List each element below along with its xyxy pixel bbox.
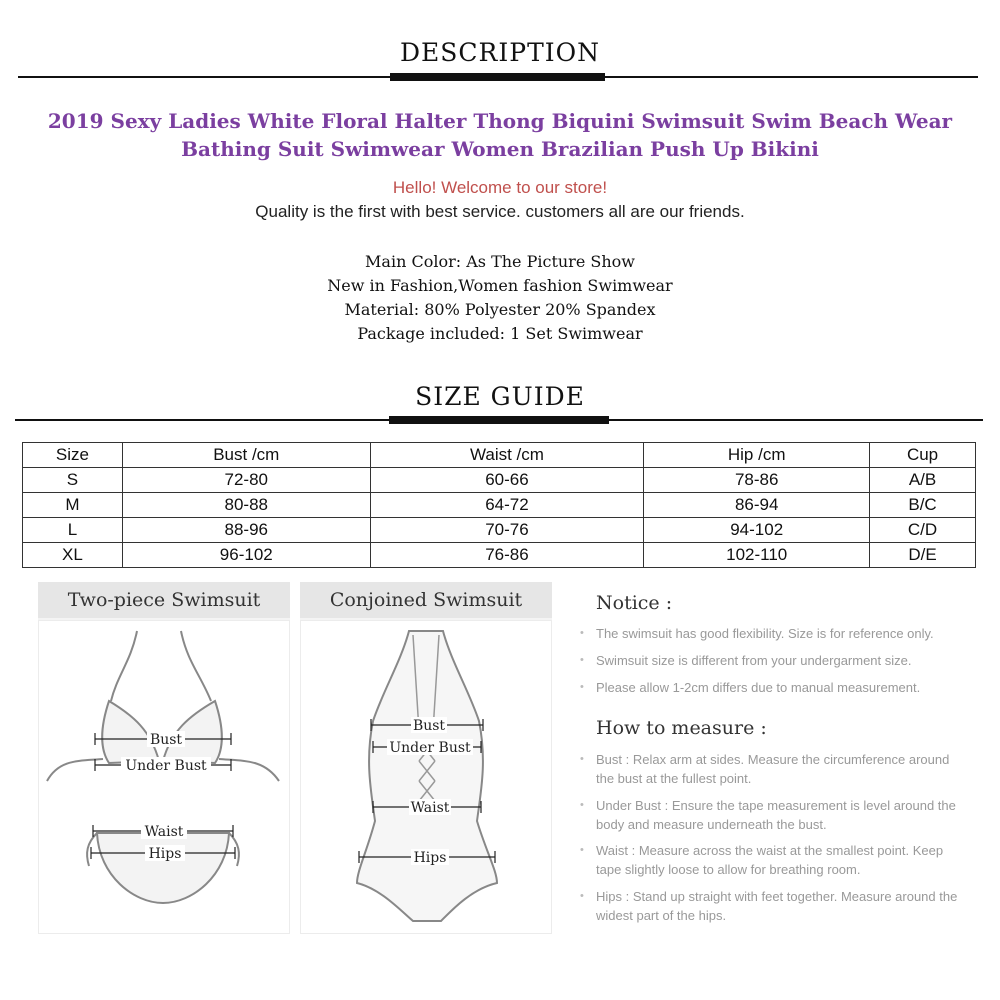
measure-item: • Under Bust : Ensure the tape measurement is level around the body and measure underneath the bust. (580, 798, 956, 832)
table-cell: B/C (870, 493, 976, 518)
two-piece-bust-label: Bust (149, 732, 183, 748)
column-header-cup: Cup (870, 443, 976, 468)
bullet-icon: • (580, 890, 584, 902)
spec-package: Package included: 1 Set Swimwear (357, 324, 643, 343)
measure-item: • Bust : Relax arm at sides. Measure the circumference around the bust at the fullest point. (580, 752, 950, 786)
table-cell: A/B (870, 468, 976, 493)
table-cell: 72-80 (122, 468, 370, 493)
table-cell: C/D (870, 518, 976, 543)
conjoined-bust-label: Bust (412, 718, 446, 734)
spec-material: Material: 80% Polyester 20% Spandex (344, 300, 656, 319)
table-cell: 102-110 (644, 543, 870, 568)
table-cell: 64-72 (370, 493, 644, 518)
two-piece-under-bust-label: Under Bust (125, 758, 207, 774)
two-piece-waist-label: Waist (144, 824, 184, 840)
bullet-icon: • (580, 844, 584, 856)
size-table-header-row (23, 443, 976, 468)
bullet-icon: • (580, 627, 584, 639)
table-row (23, 518, 976, 543)
bullet-icon: • (580, 753, 584, 765)
table-cell: 60-66 (370, 468, 644, 493)
bullet-icon: • (580, 654, 584, 666)
bullet-icon: • (580, 681, 584, 693)
table-cell: D/E (870, 543, 976, 568)
measure-item: • Waist : Measure across the waist at the smallest point. Keep tape slightly loose to allow for breathing room. (580, 843, 944, 877)
size-table (22, 442, 976, 568)
table-cell: 80-88 (122, 493, 370, 518)
table-cell: 88-96 (122, 518, 370, 543)
conjoined-title: Conjoined Swimsuit (300, 582, 552, 618)
spec-main-color: Main Color: As The Picture Show (365, 252, 635, 271)
table-cell: 76-86 (370, 543, 644, 568)
spec-fashion: New in Fashion,Women fashion Swimwear (327, 276, 673, 295)
notice-item: • Please allow 1-2cm differs due to manual measurement. (580, 680, 921, 695)
notice-item: • The swimsuit has good flexibility. Size is for reference only. (580, 626, 934, 641)
table-cell: 78-86 (644, 468, 870, 493)
column-header-size: Size (23, 443, 123, 468)
bullet-icon: • (580, 799, 584, 811)
notice-heading: Notice : (596, 592, 673, 614)
column-header-bust: Bust /cm (122, 443, 370, 468)
table-cell: S (23, 468, 123, 493)
description-divider-accent (390, 73, 605, 81)
two-piece-bikini-illustration (39, 621, 289, 933)
two-piece-title: Two-piece Swimsuit (38, 582, 290, 618)
two-piece-hips-label: Hips (148, 846, 182, 862)
table-cell: M (23, 493, 123, 518)
notice-item: • Swimsuit size is different from your undergarment size. (580, 653, 912, 668)
table-cell: 94-102 (644, 518, 870, 543)
table-cell: 70-76 (370, 518, 644, 543)
description-heading: DESCRIPTION (400, 38, 600, 67)
conjoined-under-bust-label: Under Bust (389, 740, 471, 756)
size-guide-divider-accent (389, 416, 609, 424)
column-header-waist: Waist /cm (370, 443, 644, 468)
column-header-hip: Hip /cm (644, 443, 870, 468)
table-row (23, 543, 976, 568)
table-cell: XL (23, 543, 123, 568)
conjoined-hips-label: Hips (413, 850, 447, 866)
measure-item: • Hips : Stand up straight with feet together. Measure around the widest part of the hips. (580, 889, 958, 923)
size-guide-heading: SIZE GUIDE (415, 382, 585, 411)
table-cell: 86-94 (644, 493, 870, 518)
conjoined-diagram-panel (300, 582, 552, 934)
welcome-greeting: Hello! Welcome to our store! (392, 178, 608, 197)
table-cell: 96-102 (122, 543, 370, 568)
conjoined-diagram (300, 620, 552, 934)
table-cell: L (23, 518, 123, 543)
table-row (23, 493, 976, 518)
conjoined-waist-label: Waist (410, 800, 450, 816)
quality-statement: Quality is the first with best service. customers all are our friends. (255, 202, 745, 221)
one-piece-swimsuit-illustration (301, 621, 551, 933)
table-row (23, 468, 976, 493)
product-title: 2019 Sexy Ladies White Floral Halter Thong Biquini Swimsuit Swim Beach Wear Bathing Suit Swimwear Women Brazilian Push Up Bikini (47, 109, 953, 161)
two-piece-diagram-panel (38, 582, 290, 934)
two-piece-diagram (38, 620, 290, 934)
how-to-measure-heading: How to measure : (596, 717, 767, 739)
